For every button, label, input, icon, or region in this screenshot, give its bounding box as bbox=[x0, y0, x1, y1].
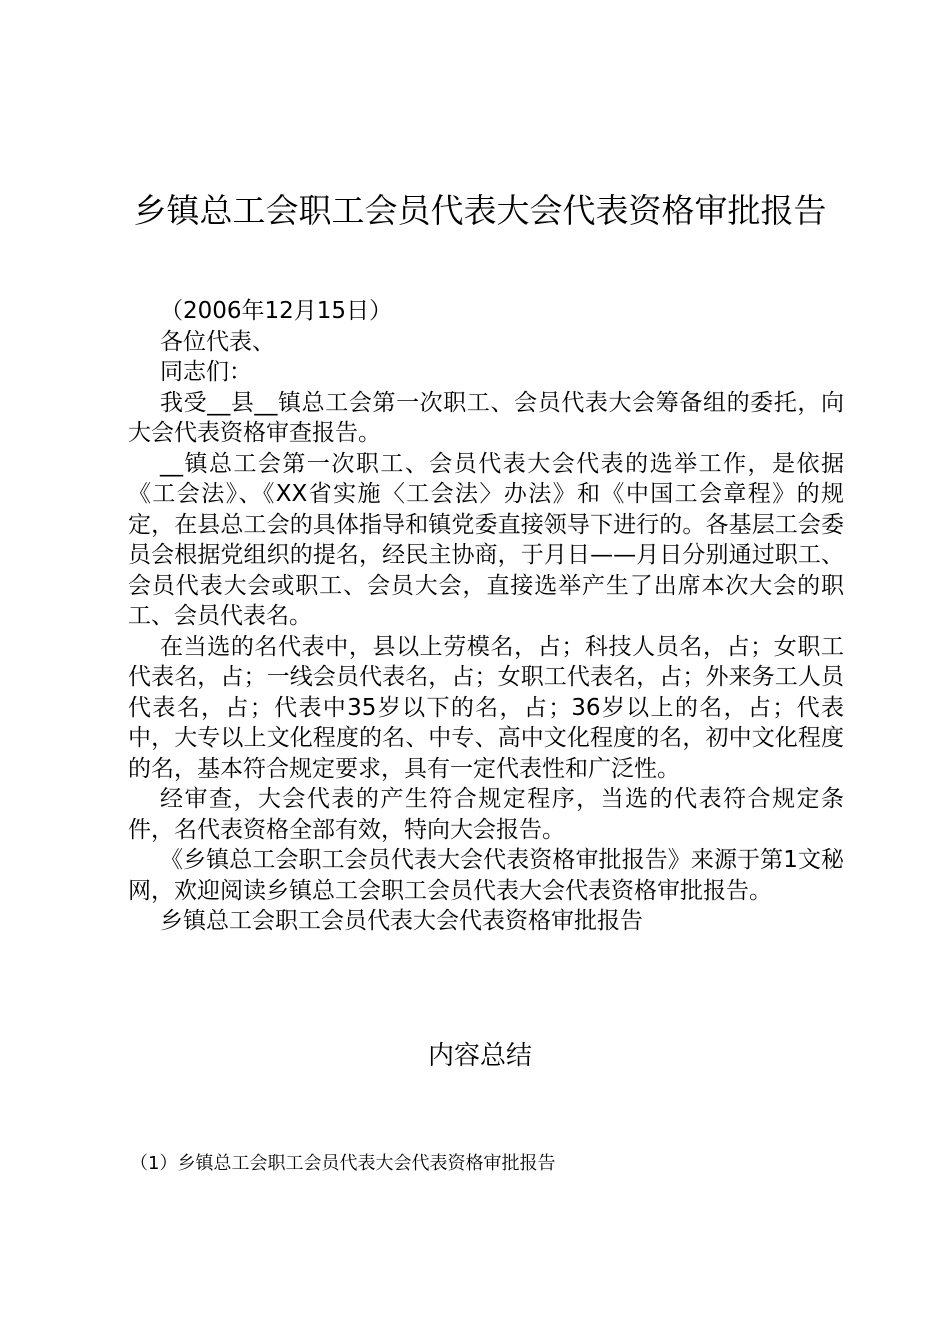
paragraph-closing-title: 乡镇总工会职工会员代表大会代表资格审批报告 bbox=[160, 908, 643, 934]
document-body bbox=[128, 296, 844, 937]
salutation-line-1: 各位代表、 bbox=[160, 328, 275, 355]
paragraph-source: 《乡镇总工会职工会员代表大会代表资格审批报告》来源于第1文秘网，欢迎阅读乡镇总工会职工会员代表大会代表资格审批报告。 bbox=[128, 847, 844, 904]
paragraph-intro: 我受__县__镇总工会第一次职工、会员代表大会筹备组的委托，向大会代表资格审查报告。 bbox=[128, 389, 844, 446]
salutation-line-2: 同志们： bbox=[160, 359, 252, 385]
summary-heading: 内容总结 bbox=[427, 1041, 532, 1071]
paragraph-composition: 在当选的名代表中，县以上劳模名，占；科技人员名，占；女职工代表名，占；一线会员代表名，占；女职工代表名，占；外来务工人员代表名，占；代表中35岁以下的名，占；36岁以上的名，占；代表中，大专以上文化程度的名、中专、高中文化程度的名，初中文化程度的名，基本符合规定要求，具有一定代表性和广泛性。 bbox=[128, 633, 844, 782]
summary-item: （1）乡镇总工会职工会员代表大会代表资格审批报告 bbox=[130, 1153, 556, 1174]
date-line: （2006年12月15日） bbox=[160, 298, 393, 324]
paragraph-conclusion: 经审查，大会代表的产生符合规定程序，当选的代表符合规定条件，名代表资格全部有效，特向大会报告。 bbox=[128, 786, 844, 843]
document-title: 乡镇总工会职工会员代表大会代表资格审批报告 bbox=[133, 191, 827, 230]
paragraph-election: __镇总工会第一次职工、会员代表大会代表的选举工作，是依据《工会法》、《XX省实施〈工会法〉办法》和《中国工会章程》的规定，在县总工会的具体指导和镇党委直接领导下进行的。各基层工会委员会根据党组织的提名，经民主协商，于月日——月日分别通过职工、会员代表大会或职工、会员大会，直接选举产生了出席本次大会的职工、会员代表名。 bbox=[128, 450, 844, 629]
